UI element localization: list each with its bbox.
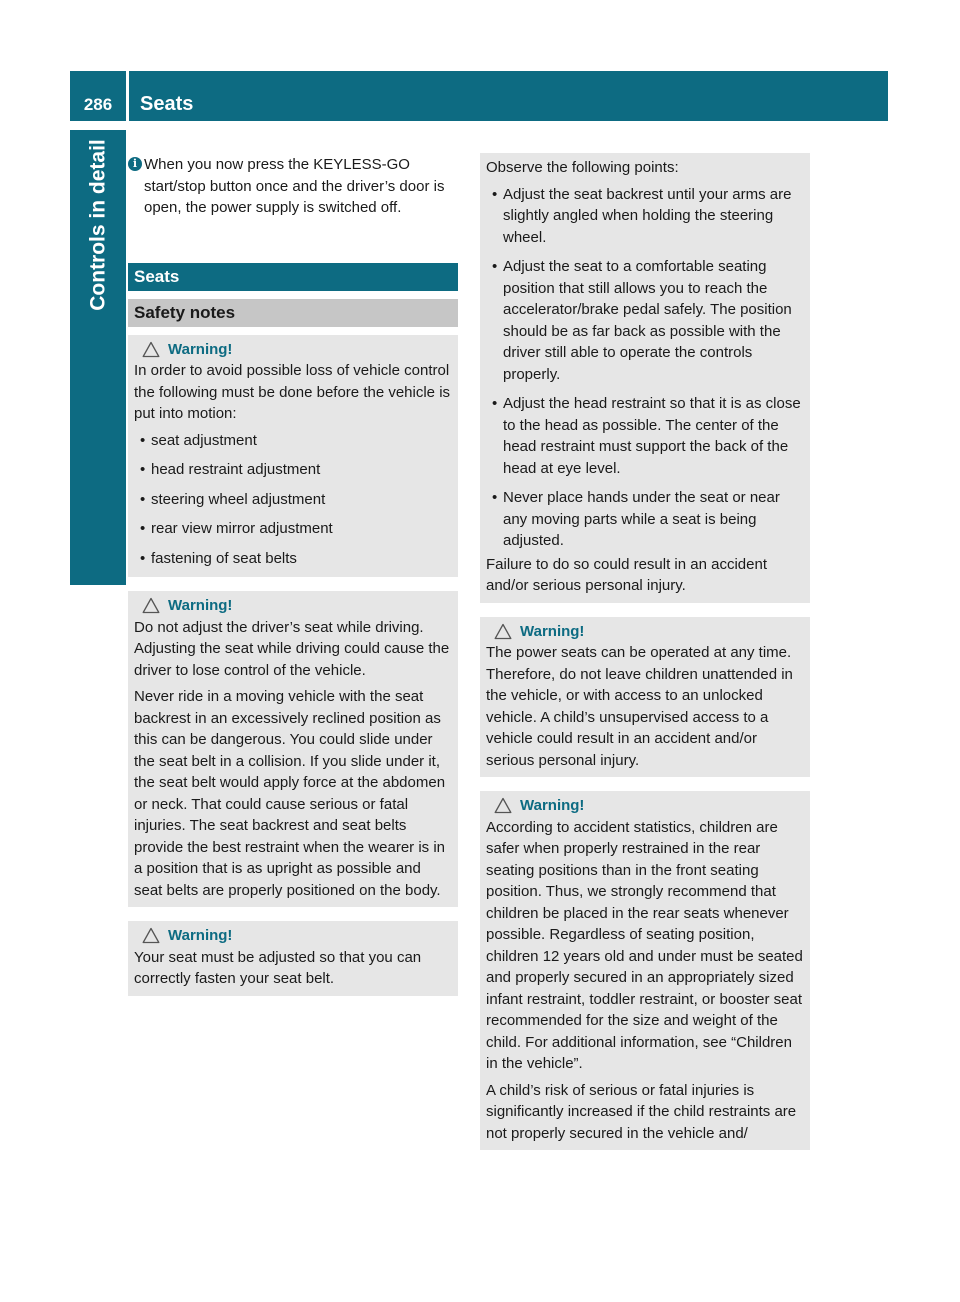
list-item: • rear view mirror adjustment [134,518,452,540]
warning-heading [486,621,804,643]
warning-heading [134,925,452,947]
warning-intro: In order to avoid possible loss of vehicle control the following must be done before the vehicle is put into motion: [134,362,451,422]
warning-paragraph: Do not adjust the driver’s seat while driving. Adjusting the seat while driving could cause the driver to lose control of the vehicle. [134,618,450,679]
points-footer: Failure to do so could result in an accident and/or serious personal injury. [486,555,767,594]
warning-box-4 [480,617,810,778]
subsection-heading: Safety notes [128,299,458,327]
list-item: • Adjust the seat backrest until your arms are slightly angled when holding the steering wheel. [486,184,804,249]
warning-title: Warning! [520,797,585,814]
warning-box-1 [128,335,458,578]
warning-paragraph: Never ride in a moving vehicle with the seat backrest in an excessively reclined position as this can be dangerous. You could slide under the seat belt in a collision. If you slide under it, the seat belt would apply force at the abdomen or neck. That could cause serious or fatal injuries. The seat backrest and seat belts provide the best restraint when the wearer is in a position that is as upright as possible and seat belts are properly positioned on the body. [134,688,446,899]
info-icon: i [128,157,142,171]
side-tab-label-wrap [70,130,126,585]
warning-triangle-icon [494,797,512,814]
list-item: • fastening of seat belts [134,548,452,570]
points-box [480,153,810,603]
warning-box-3 [128,921,458,996]
list-item: • Never place hands under the seat or near any moving parts while a seat is being adjusted. [486,487,804,552]
info-note-text: When you now press the KEYLESS-GO start/stop button once and the driver’s door is open, the power supply is switched off. [144,156,445,216]
warning-paragraph: A child’s risk of serious or fatal injuries is significantly increased if the child restraints are not properly secured in the vehicle and/ [486,1081,797,1142]
warning-paragraph: Your seat must be adjusted so that you can correctly fasten your seat belt. [134,948,422,987]
points-list [486,184,804,552]
warning-box-5 [480,791,810,1150]
warning-triangle-icon [142,597,160,614]
warning-paragraph: According to accident statistics, children are safer when properly restrained in the rear seating positions than in the front seating position. Thus, we strongly recommend that children be placed in the rear seats whenever possible. Regardless of seating position, children 12 years old and under must be seated and properly secured in an appropriately sized infant restraint, toddler restraint, or booster seat recommended for the size and weight of the child. For additional information, see “Children in the vehicle”. [486,818,803,1072]
warning-title: Warning! [168,597,233,614]
points-intro: Observe the following points: [486,159,679,176]
header-divider [126,71,129,121]
warning-title: Warning! [168,927,233,944]
warning-title: Warning! [168,340,233,358]
section-heading: Seats [128,263,458,291]
left-column [128,150,458,996]
precaution-list [134,430,452,570]
warning-heading [486,795,804,817]
side-tab-label: Controls in detail [86,139,110,311]
warning-triangle-icon [494,623,512,640]
warning-heading [134,595,452,617]
warning-box-2 [128,591,458,907]
info-note [128,154,458,219]
list-item: • seat adjustment [134,430,452,452]
list-item: • head restraint adjustment [134,459,452,481]
warning-paragraph: The power seats can be operated at any time. Therefore, do not leave children unattended in the vehicle, or with access to an unlocked vehicle. A child’s unsupervised access to a vehicle could result in an accident and/or serious personal injury. [486,644,793,769]
page-number: 286 [83,95,113,114]
warning-heading [134,339,452,361]
list-item: • steering wheel adjustment [134,489,452,511]
warning-triangle-icon [142,341,160,358]
warning-title: Warning! [520,622,585,640]
page-title: Seats [140,93,194,115]
right-column [480,153,810,1150]
warning-triangle-icon [142,927,160,944]
list-item: • Adjust the seat to a comfortable seating position that still allows you to reach the accelerator/brake pedal safely. The position should be as far back as possible with the driver still able to operate the controls properly. [486,256,804,385]
list-item: • Adjust the head restraint so that it is as close to the head as possible. The center of the head restraint must support the back of the head at eye level. [486,393,804,479]
